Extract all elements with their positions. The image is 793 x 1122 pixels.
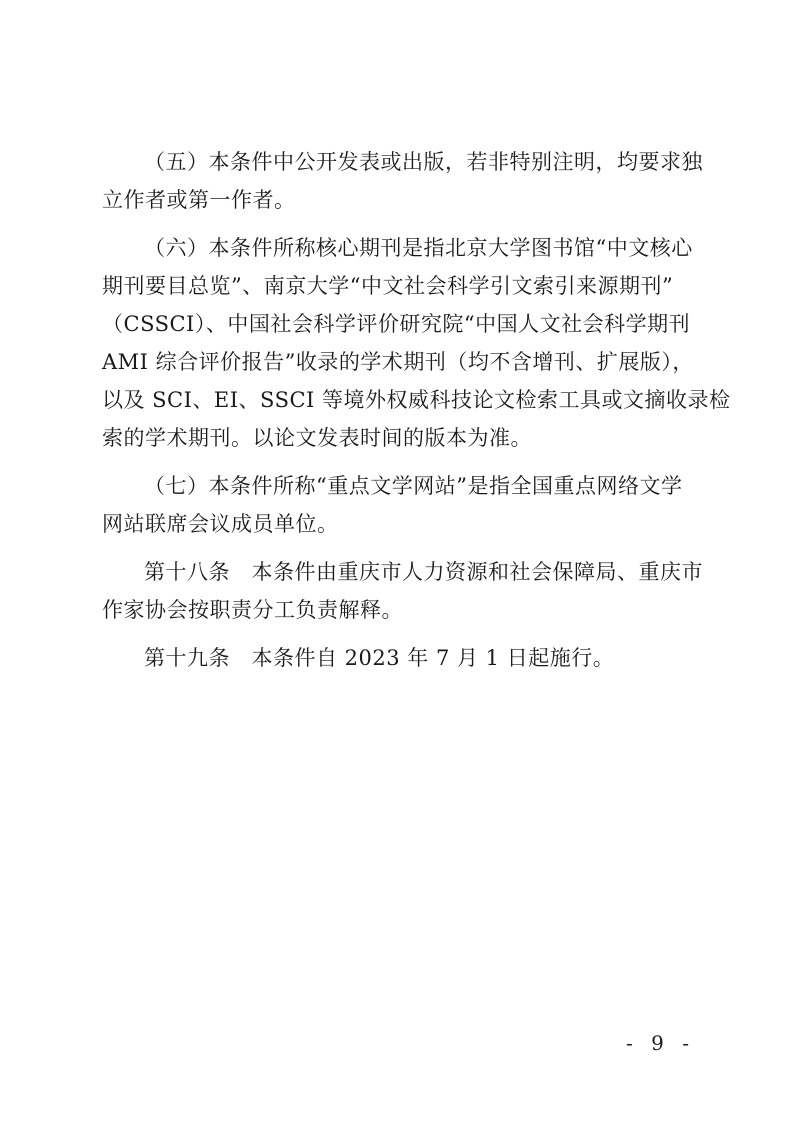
paragraph-line: 网站联席会议成员单位。 — [102, 512, 339, 536]
article-18 — [102, 553, 703, 629]
paragraph-line: 第十八条 本条件由重庆市人力资源和社会保障局、重庆市 — [144, 560, 703, 584]
paragraph-item-6 — [102, 229, 731, 457]
paragraph-item-5 — [102, 143, 703, 219]
paragraph-line: 以及 SCI、EI、SSCI 等境外权威科技论文检索工具或文摘收录检 — [102, 388, 731, 412]
paragraph-line: 期刊要目总览”、南京大学“中文社会科学引文索引来源期刊” — [102, 274, 674, 298]
paragraph-line: 索的学术期刊。以论文发表时间的版本为准。 — [102, 426, 532, 450]
paragraph-line: AMI 综合评价报告”收录的学术期刊（均不含增刊、扩展版）， — [102, 350, 694, 374]
article-19 — [102, 639, 698, 677]
document-body — [102, 143, 731, 677]
paragraph-line: （五）本条件中公开发表或出版，若非特别注明，均要求独 — [144, 150, 703, 174]
paragraph-item-7 — [102, 467, 698, 543]
paragraph-line: （七）本条件所称“重点文学网站”是指全国重点网络文学 — [144, 474, 683, 498]
paragraph-line: 第十九条 本条件自 2023 年 7 月 1 日起施行。 — [144, 646, 615, 670]
page-number: - 9 - — [626, 1031, 695, 1055]
paragraph-line: 立作者或第一作者。 — [102, 188, 296, 212]
paragraph-line: 作家协会按职责分工负责解释。 — [102, 598, 403, 622]
paragraph-line: （CSSCI）、中国社会科学评价研究院“中国人文社会科学期刊 — [102, 312, 691, 336]
paragraph-line: （六）本条件所称核心期刊是指北京大学图书馆“中文核心 — [144, 236, 693, 260]
